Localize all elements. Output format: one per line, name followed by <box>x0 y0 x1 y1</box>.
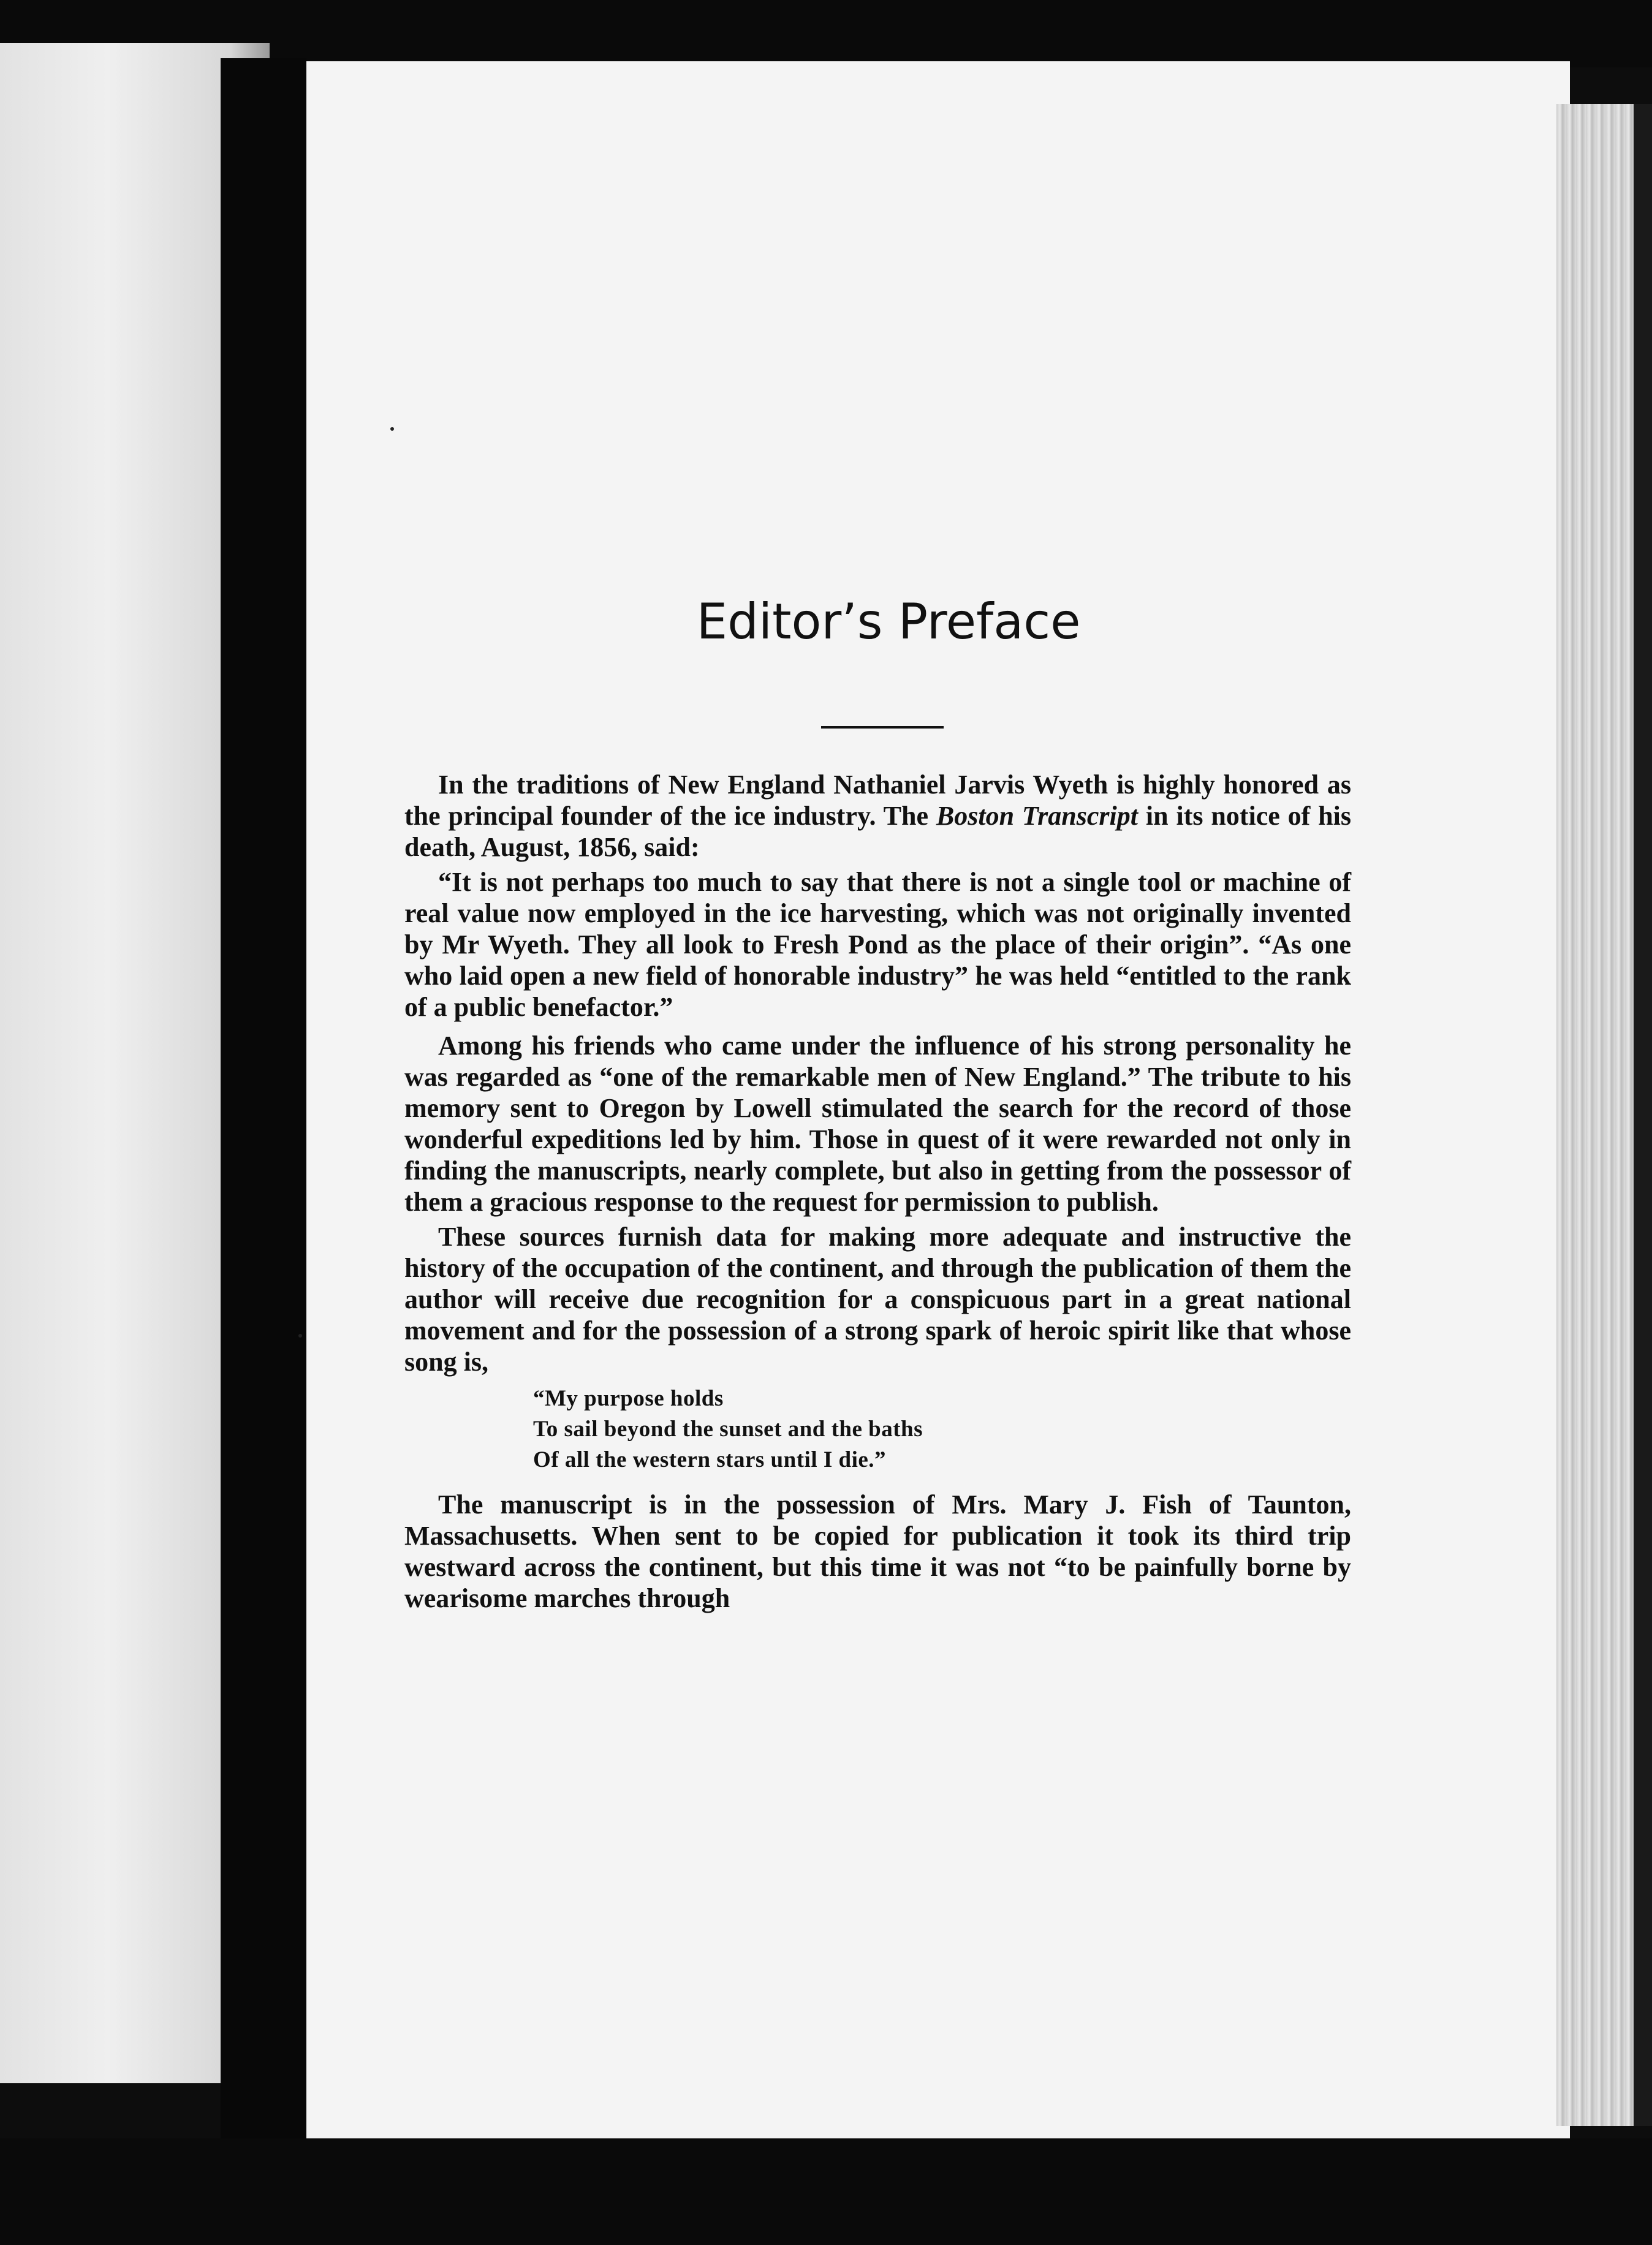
verse-quotation <box>533 1384 1351 1475</box>
verse-line: To sail beyond the sunset and the baths <box>533 1417 923 1442</box>
print-speck <box>390 427 394 431</box>
book-gutter <box>221 58 306 2141</box>
verse-line: “My purpose holds <box>533 1386 724 1411</box>
paragraph-1-text: In the traditions of New England Nathaniel Jarvis Wyeth is highly honored as the principal founder of the ice industry. The <box>404 770 1351 831</box>
title-rule <box>821 726 944 729</box>
paragraph-3: Among his friends who came under the influence of his strong personality he was regarded as “one of the remarkable men of New England.” The tribute to his memory sent to Oregon by Lowell stimulated the search for the record of those wonderful expeditions led by him. Those in quest of it were rewarded not only in finding the manuscripts, nearly complete, but also in getting from the possessor of them a gracious response to the request for permission to publish. <box>404 1031 1351 1217</box>
paragraph-2: “It is not perhaps too much to say that there is not a single tool or machine of real value now employed in the ice harvesting, which was not originally invented by Mr Wyeth. They all look to Fresh Pond as the place of their origin”. “As one who laid open a new field of honorable industry” he was held “entitled to the rank of a public benefactor.” <box>404 867 1351 1022</box>
paragraph-1 <box>404 769 1351 863</box>
page-edge-shadow <box>1634 104 1652 2126</box>
page-title: Editor’s Preface <box>696 593 1081 650</box>
paragraph-5: The manuscript is in the possession of Mrs. Mary J. Fish of Taunton, Massachusetts. When sent to be copied for publication it took its third trip westward across the continent, but this time it was not “to be painfully borne by wearisome marches through <box>404 1490 1351 1613</box>
preface-body <box>404 769 1351 1618</box>
paragraph-4: These sources furnish data for making more adequate and instructive the history of the occupation of the continent, and through the publication of them the author will receive due recognition for a conspicuous part in a great national movement and for the possession of a strong spark of heroic spirit like that whose song is, <box>404 1222 1351 1377</box>
page-edges <box>1556 104 1652 2126</box>
newspaper-title: Boston Transcript <box>936 801 1138 831</box>
paragraph-1-text-end: in its notice of his death, August, 1856, said: <box>404 801 1352 862</box>
scan-border-bottom <box>0 2138 1652 2245</box>
print-speck <box>298 1334 302 1338</box>
verse-line: Of all the western stars until I die.” <box>533 1447 887 1472</box>
